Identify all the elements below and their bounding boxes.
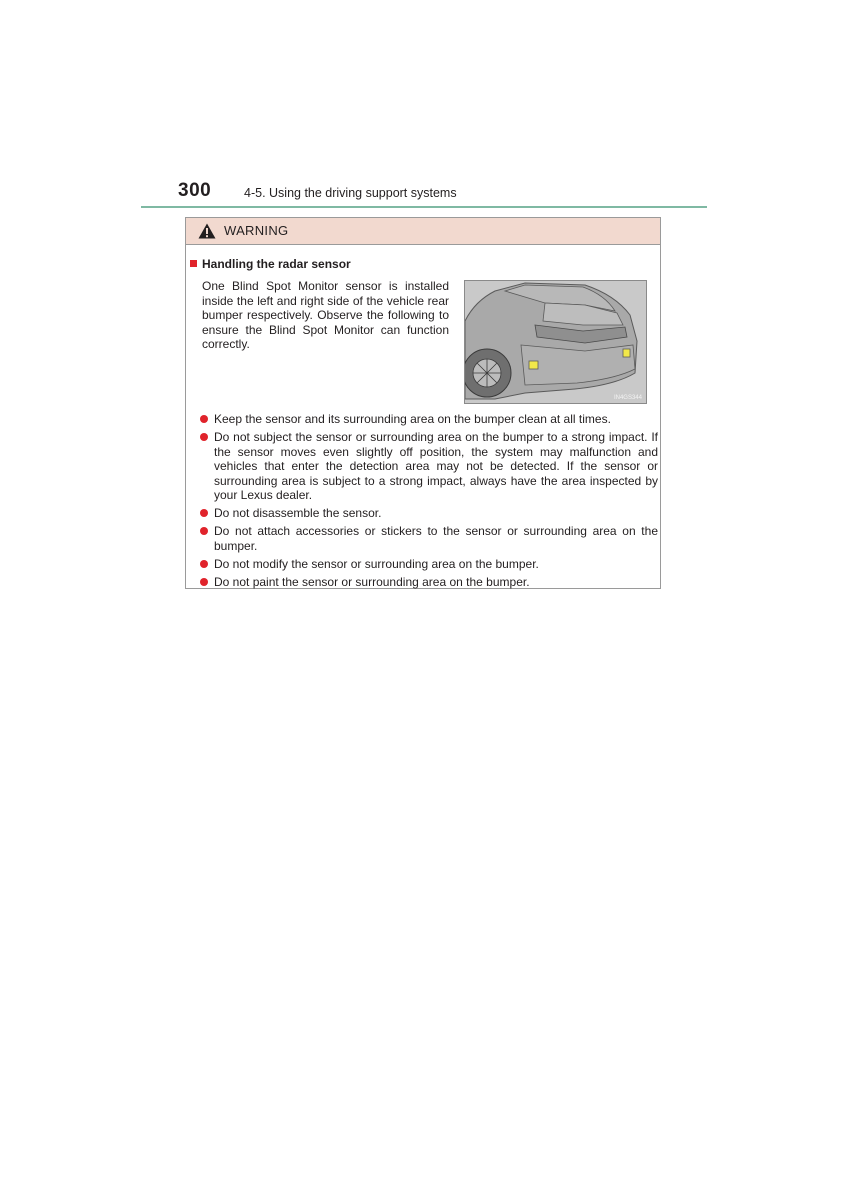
red-dot-bullet-icon (200, 415, 208, 423)
car-rear-illustration (464, 280, 647, 404)
list-item (200, 412, 658, 427)
red-dot-bullet-icon (200, 527, 208, 535)
list-item-text: Do not subject the sensor or surrounding area on the bumper to a strong impact. If the sensor moves even slightly off position, the system may malfunction and vehicles that enter the detection area may not be detected. If the sensor or surrounding area is subject to a strong impact, always have the area inspected by your Lexus dealer. (214, 430, 658, 502)
image-code: IN4GS344 (613, 395, 642, 401)
warning-title: WARNING (224, 223, 289, 238)
red-square-bullet-icon (190, 260, 197, 267)
warning-box (185, 217, 661, 589)
intro-paragraph: One Blind Spot Monitor sensor is installed inside the left and right side of the vehicle rear bumper respectively. Observe the following to ensure the Blind Spot Monitor can function correctly. (202, 279, 449, 351)
red-dot-bullet-icon (200, 560, 208, 568)
red-dot-bullet-icon (200, 578, 208, 586)
list-item (200, 575, 658, 590)
list-item (200, 524, 658, 553)
page-number: 300 (178, 180, 212, 201)
list-item-text: Do not attach accessories or stickers to the sensor or surrounding area on the bumper. (214, 524, 658, 553)
list-item-text: Keep the sensor and its surrounding area on the bumper clean at all times. (214, 412, 611, 426)
list-item-text: Do not paint the sensor or surrounding area on the bumper. (214, 574, 530, 589)
section-title: 4-5. Using the driving support systems (244, 186, 457, 200)
warning-bar (186, 218, 660, 245)
car-rear-drawing (465, 281, 646, 403)
red-dot-bullet-icon (200, 509, 208, 517)
list-item (200, 557, 658, 572)
list-item-text: Do not disassemble the sensor. (214, 506, 382, 520)
list-item (200, 506, 658, 521)
bullet-list (200, 412, 658, 593)
list-item (200, 430, 658, 503)
warning-subheading (190, 257, 351, 271)
red-dot-bullet-icon (200, 433, 208, 441)
warning-subheading-text: Handling the radar sensor (202, 257, 351, 271)
header-rule (141, 206, 707, 208)
list-item-text: Do not modify the sensor or surrounding area on the bumper. (214, 556, 539, 571)
warning-triangle-icon (198, 223, 216, 239)
